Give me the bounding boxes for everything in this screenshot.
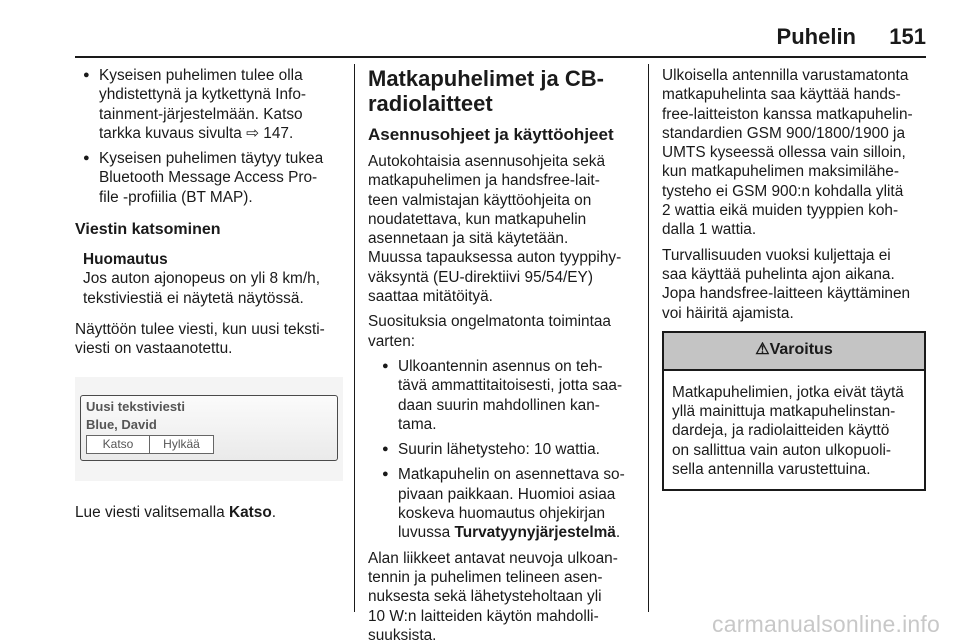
keyword: Turvatyynyjärjestelmä: [454, 524, 616, 542]
paragraph: Turvallisuuden vuoksi kuljettaja ei saa käyttää puhelinta ajon aikana. Jopa handsfree-laitteen käyttäminen voi häiritä ajamista.: [662, 246, 911, 322]
note-block: Huomautus Jos auton ajonopeus on yli 8 km/h, tekstiviestiä ei näytetä näytössä.: [75, 250, 343, 308]
paragraph: Lue viesti valitsemalla Katso.: [75, 503, 277, 521]
sub-heading: Asennusohjeet ja käyttöohjeet: [368, 125, 614, 144]
requirements-list: [75, 66, 343, 207]
popup-sender: Blue, David: [86, 416, 157, 432]
page-reference-link[interactable]: ⇨ 147.: [246, 124, 294, 142]
list-item: ● Kyseisen puhelimen täytyy tukea Bluetooth Message Access Pro‐ file -profiilia (BT MAP).: [75, 149, 343, 207]
warning-body: Matkapuhelimien, jotka eivät täytä yllä mainittuja matkapuhelinstan‐ dardeja, ja radiolaitteiden käyttö on sallittua vain auton ulkopuoli‐ sella antennilla varustettuina.: [672, 383, 904, 479]
paragraph: Suosituksia ongelmatonta toimintaa varten:: [368, 313, 611, 350]
view-button[interactable]: Katso: [86, 435, 150, 454]
page-header: [75, 0, 926, 58]
column-divider: [648, 64, 649, 612]
warning-box: [662, 331, 926, 491]
list-item: ● Suurin lähetysteho: 10 wattia.: [368, 440, 634, 459]
section-title: Puhelin: [776, 24, 856, 49]
warning-title: Varoitus: [769, 340, 833, 358]
note-title: Huomautus: [83, 251, 168, 269]
section-heading: Viestin katsominen: [75, 221, 221, 239]
popup-title: Uusi tekstiviesti: [86, 398, 185, 414]
paragraph: Autokohtaisia asennusohjeita sekä matkapuhelimen ja handsfree-lait‐ teen valmistajan käyttöohjeita on noudatettava, kun matkapuhelin asennetaan ja sitä käytetään. Muussa tapauksessa auton tyyppihy‐ väksyntä (EU-direktiivi 95/54/EY) saattaa mitätöityä.: [368, 153, 622, 306]
list-item: ● Kyseisen puhelimen tulee olla yhdistettynä ja kytkettynä Info‐ tainment-järjestelmään. Katso tarkka kuvaus sivulta ⇨ 147.: [75, 66, 343, 143]
column-1: [75, 66, 343, 528]
infotainment-screen-image: [75, 377, 343, 481]
paragraph: Alan liikkeet antavat neuvoja ulkoan‐ tennin ja puhelimen telineen asen‐ nuksesta sekä lähetysteholtaan yli 10 W:n laitteiden käytön mahdolli‐ suuksista.: [368, 549, 618, 642]
reject-button[interactable]: Hylkää: [150, 435, 214, 454]
column-3: [662, 66, 926, 491]
watermark: carmanualsonline.info: [712, 611, 940, 637]
warning-triangle-icon: ⚠: [755, 340, 770, 358]
column-2: [368, 66, 634, 642]
warning-header: [664, 333, 924, 371]
column-divider: [354, 64, 355, 612]
main-heading: Matkapuhelimet ja CB- radiolaitteet: [368, 66, 604, 116]
message-popup: [80, 395, 338, 461]
page-number: 151: [889, 24, 926, 49]
recommendations-list: [368, 357, 634, 543]
list-item: ● Matkapuhelin on asennettava so‐ pivaan paikkaan. Huomioi asiaa koskeva huomautus ohjekirjan luvussa Turvatyynyjärjestelmä.: [368, 465, 634, 542]
popup-buttons: [86, 435, 332, 454]
paragraph: Näyttöön tulee viesti, kun uusi teksti‐ viesti on vastaanotettu.: [75, 320, 325, 358]
keyword: Katso: [228, 503, 272, 521]
list-item: ● Ulkoantennin asennus on teh‐ tävä ammattitaitoisesti, jotta saa‐ daan suurin mahdollinen kan‐ tama.: [368, 357, 634, 434]
paragraph: Ulkoisella antennilla varustamatonta matkapuhelinta saa käyttää hands‐ free-laitteiston kanssa matkapuhelin‐ standardien GSM 900/1800/1900 ja UMTS kyseessä ollessa vain silloin, kun matkapuhelimen maksimilähe‐ tysteho ei GSM 900:n kohdalla ylitä 2 wattia eikä muiden tyyppien koh‐ dalla 1 wattia.: [662, 67, 913, 239]
